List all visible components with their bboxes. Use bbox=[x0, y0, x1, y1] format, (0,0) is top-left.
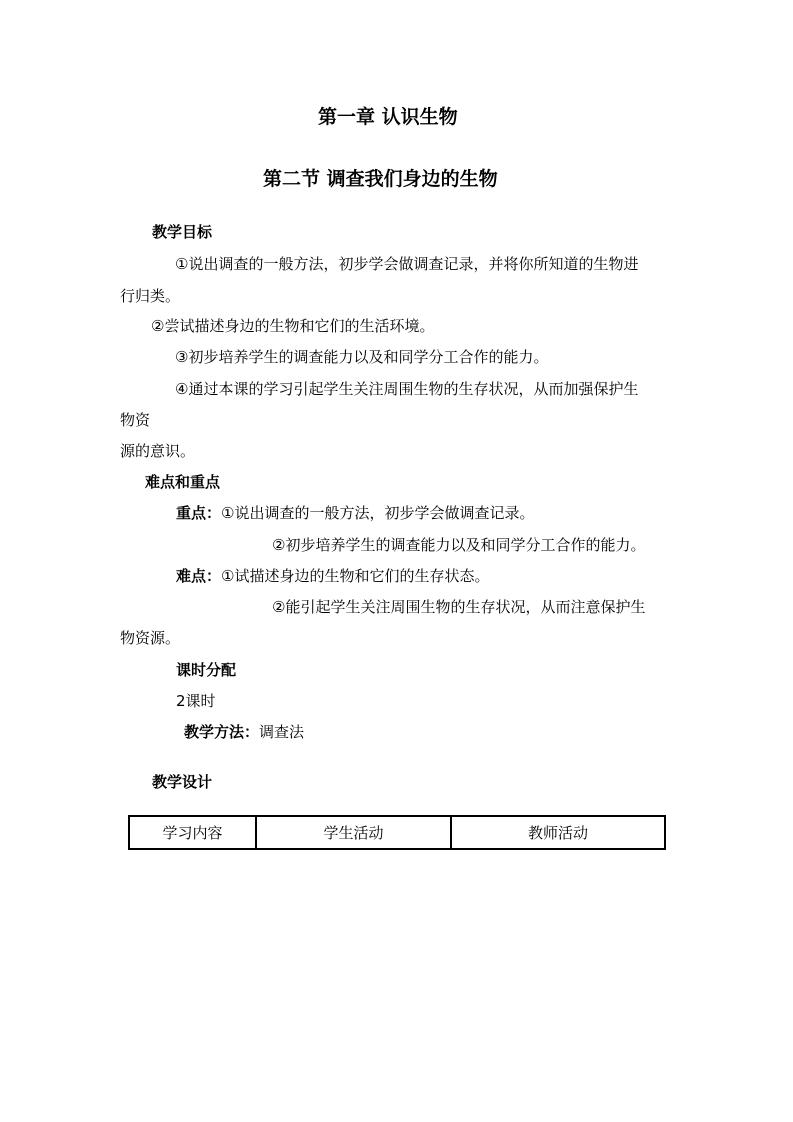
objective-1-line-1: ①说出调查的一般方法，初步学会做调查记录，并将你所知道的生物进 bbox=[175, 255, 639, 273]
hard-point-2-line-2: 物资源。 bbox=[120, 629, 181, 647]
design-heading: 教学设计 bbox=[152, 773, 213, 791]
key-points-label: 重点： bbox=[176, 504, 222, 522]
schedule-heading: 课时分配 bbox=[176, 661, 237, 679]
hard-points-line-1 bbox=[176, 566, 489, 586]
key-point-2: ②初步培养学生的调查能力以及和同学分工合作的能力。 bbox=[272, 536, 646, 554]
design-table bbox=[128, 815, 666, 850]
key-points-line-1 bbox=[176, 503, 534, 523]
key-point-1: ①说出调查的一般方法，初步学会做调查记录。 bbox=[221, 504, 535, 522]
objective-3: ③初步培养学生的调查能力以及和同学分工合作的能力。 bbox=[175, 348, 549, 366]
schedule-value: 2课时 bbox=[176, 692, 216, 710]
method-label: 教学方法： bbox=[184, 723, 260, 741]
objective-2: ②尝试描述身边的生物和它们的生活环境。 bbox=[151, 317, 435, 335]
method-value: 调查法 bbox=[259, 723, 305, 741]
hard-points-label: 难点： bbox=[176, 567, 222, 585]
objective-4-line-2: 物资 bbox=[120, 411, 151, 429]
chapter-title: 第一章 认识生物 bbox=[318, 106, 458, 128]
table-header-row bbox=[129, 816, 665, 849]
objective-4-line-3: 源的意识。 bbox=[120, 442, 196, 460]
objective-1-line-2: 行归类。 bbox=[120, 287, 181, 305]
hard-point-2-line-1: ②能引起学生关注周围生物的生存状况，从而注意保护生 bbox=[272, 598, 646, 616]
hard-point-1: ①试描述身边的生物和它们的生存状态。 bbox=[221, 567, 490, 585]
section-title: 第二节 调查我们身边的生物 bbox=[263, 168, 498, 190]
column-header-student-activity: 学生活动 bbox=[256, 816, 451, 849]
difficulties-heading: 难点和重点 bbox=[145, 473, 221, 491]
method-line bbox=[184, 722, 304, 742]
objectives-heading: 教学目标 bbox=[152, 223, 213, 241]
column-header-content: 学习内容 bbox=[129, 816, 256, 849]
column-header-teacher-activity: 教师活动 bbox=[451, 816, 665, 849]
objective-4-line-1: ④通过本课的学习引起学生关注周围生物的生存状况，从而加强保护生 bbox=[175, 380, 639, 398]
